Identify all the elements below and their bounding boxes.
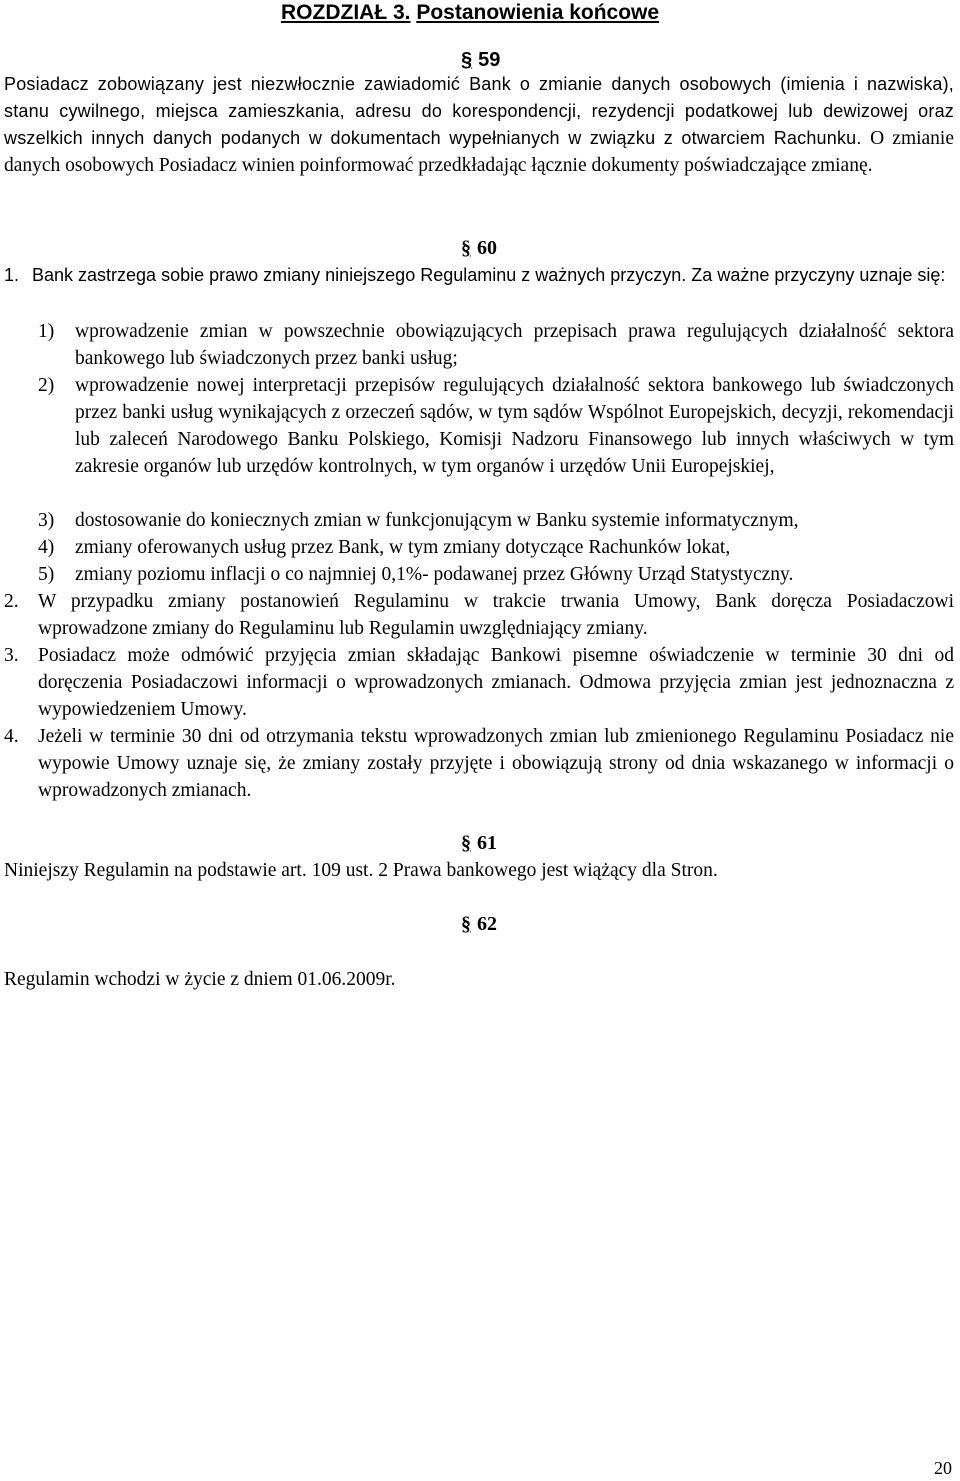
subitem-text: dostosowanie do koniecznych zmian w funkcjonującym w Banku systemie informatycznym,	[75, 510, 799, 531]
section-61-paragraph	[4, 857, 954, 884]
subitem-text: zmiany oferowanych usług przez Bank, w tym zmiany dotyczące Rachunków lokat,	[75, 537, 731, 558]
section-60-subitem-2	[4, 372, 954, 480]
section-60-item-1	[4, 262, 954, 289]
section-60-subitem-5	[4, 561, 954, 588]
section-61-text: Niniejszy Regulamin na podstawie art. 109 ust. 2 Prawa bankowego jest wiążący dla Stron.	[4, 860, 718, 881]
section-sign: §	[461, 913, 471, 935]
subitem-number: 5)	[38, 564, 55, 585]
item-number: 1.	[4, 265, 20, 285]
section-60-subitem-4	[4, 534, 954, 561]
section-59-paragraph	[4, 71, 954, 179]
item-text: W przypadku zmiany postanowień Regulaminu w trakcie trwania Umowy, Bank doręcza Posiadaczowi wprowadzone zmiany do Regulaminu lub Regulamin uwzględniający zmiany.	[38, 591, 954, 639]
section-number: 62	[477, 913, 497, 935]
item-number: 2.	[4, 591, 19, 612]
item-number: 3.	[4, 645, 19, 666]
section-number: 60	[477, 237, 497, 259]
section-heading-59	[461, 48, 500, 72]
section-60-item-2	[4, 588, 954, 642]
subitem-text: wprowadzenie zmian w powszechnie obowiązujących przepisach prawa regulujących działalność sektora bankowego lub świadczonych przez banki usług;	[75, 321, 954, 369]
subitem-number: 1)	[38, 321, 55, 342]
chapter-label: ROZDZIAŁ 3.	[281, 1, 411, 24]
section-62-paragraph	[4, 966, 954, 993]
section-heading-62	[461, 912, 497, 936]
section-62-text: Regulamin wchodzi w życie z dniem 01.06.2009r.	[4, 969, 396, 990]
section-sign: §	[461, 237, 471, 259]
section-sign: §	[461, 49, 473, 71]
section-59-text-serif: O zmianie danych osobowych Posiadacz winien poinformować przedkładając łącznie dokumenty poświadczające zmianę.	[4, 128, 955, 176]
subitem-text: wprowadzenie nowej interpretacji przepisów regulujących działalność sektora bankowego lub świadczonych przez banki usług wynikających z orzeczeń sądów, w tym sądów Wspólnot Europejskich, decyzji, rekomendacji lub zaleceń Narodowego Banku Polskiego, Komisji Nadzoru Finansowego lub innych właściwych w tym zakresie organów lub urzędów kontrolnych, w tym organów i urzędów Unii Europejskiej,	[75, 375, 954, 477]
page-number: 20	[934, 1458, 952, 1478]
chapter-title: Postanowienia końcowe	[416, 1, 660, 24]
chapter-heading	[281, 0, 659, 26]
section-number: 61	[477, 832, 497, 854]
section-sign: §	[461, 832, 471, 854]
section-heading-60	[461, 236, 497, 260]
section-59-text-sans: Posiadacz zobowiązany jest niezwłocznie zawiadomić Bank o zmianie danych osobowych (imienia i nazwiska), stanu cywilnego, miejsca zamieszkania, adresu do korespondencji, rezydencji podatkowej lub dewizowej oraz wszelkich innych danych podanych w dokumentach wypełnianych w związku z otwarciem Rachunku.	[4, 74, 954, 148]
section-number: 59	[478, 49, 501, 71]
subitem-number: 4)	[38, 537, 55, 558]
section-60-item-4	[4, 723, 954, 804]
subitem-text: zmiany poziomu inflacji o co najmniej 0,1%- podawanej przez Główny Urząd Statystyczny.	[75, 564, 794, 585]
item-text: Posiadacz może odmówić przyjęcia zmian składając Bankowi pisemne oświadczenie w terminie 30 dni od doręczenia Posiadaczowi informacji o wprowadzonych zmianach. Odmowa przyjęcia zmian jest jednoznaczna z wypowiedzeniem Umowy.	[38, 645, 954, 720]
section-60-item-3	[4, 642, 954, 723]
subitem-number: 2)	[38, 375, 55, 396]
item-number: 4.	[4, 726, 19, 747]
item-text: Jeżeli w terminie 30 dni od otrzymania tekstu wprowadzonych zmian lub zmienionego Regulaminu Posiadacz nie wypowie Umowy uznaje się, że zmiany zostały przyjęte i obowiązują strony od dnia wskazanego w informacji o wprowadzonych zmianach.	[38, 726, 954, 801]
subitem-number: 3)	[38, 510, 55, 531]
item-text: Bank zastrzega sobie prawo zmiany niniejszego Regulaminu z ważnych przyczyn. Za ważne przyczyny uznaje się:	[32, 265, 946, 285]
section-60-subitem-1	[4, 318, 954, 372]
section-60-subitem-3	[4, 507, 954, 534]
section-heading-61	[461, 831, 497, 855]
